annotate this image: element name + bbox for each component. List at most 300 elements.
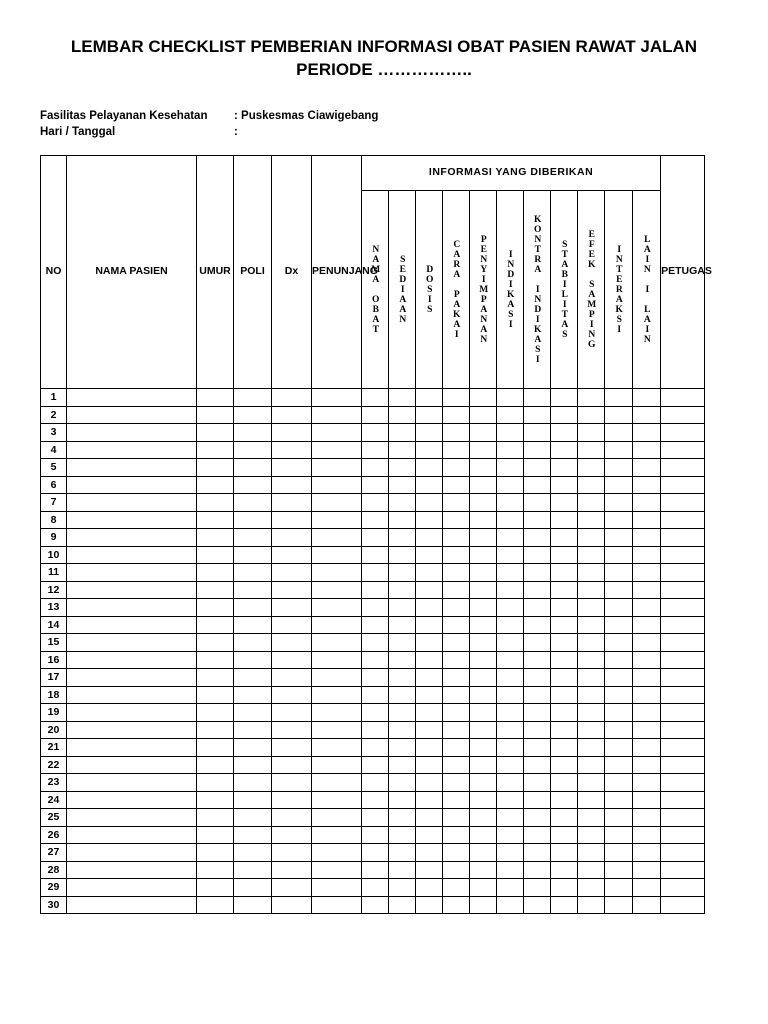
cell-nama-obat <box>362 634 389 652</box>
date-row <box>40 124 378 140</box>
cell-indikasi <box>497 774 524 792</box>
cell-nama-pasien <box>67 686 197 704</box>
cell-indikasi <box>497 424 524 442</box>
cell-kontra-indikasi <box>524 494 551 512</box>
header-sediaan <box>389 191 416 389</box>
table-row <box>41 686 705 704</box>
cell-kontra-indikasi <box>524 441 551 459</box>
row-number: 2 <box>41 406 67 424</box>
cell-efek-samping <box>578 459 605 477</box>
cell-umur <box>197 704 234 722</box>
title-line-1: LEMBAR CHECKLIST PEMBERIAN INFORMASI OBAT PASIEN RAWAT JALAN <box>70 37 698 56</box>
cell-petugas <box>661 529 705 547</box>
header-no: NO <box>41 156 67 389</box>
page-title <box>0 35 768 81</box>
cell-cara-pakai <box>443 774 470 792</box>
header-cara-pakai <box>443 191 470 389</box>
cell-stabilitas <box>551 721 578 739</box>
cell-nama-pasien <box>67 721 197 739</box>
cell-umur <box>197 511 234 529</box>
cell-penyimpanan <box>470 389 497 407</box>
cell-efek-samping <box>578 424 605 442</box>
cell-poli <box>234 441 272 459</box>
cell-poli <box>234 704 272 722</box>
cell-nama-pasien <box>67 634 197 652</box>
cell-kontra-indikasi <box>524 861 551 879</box>
cell-interaksi <box>605 476 633 494</box>
header-efek-samping-wrap <box>578 191 604 388</box>
cell-kontra-indikasi <box>524 739 551 757</box>
cell-penyimpanan <box>470 406 497 424</box>
cell-dosis <box>416 861 443 879</box>
cell-penunjang <box>312 581 362 599</box>
cell-dosis <box>416 406 443 424</box>
table-row <box>41 826 705 844</box>
cell-cara-pakai <box>443 389 470 407</box>
cell-penunjang <box>312 494 362 512</box>
cell-umur <box>197 441 234 459</box>
cell-efek-samping <box>578 721 605 739</box>
cell-poli <box>234 616 272 634</box>
cell-indikasi <box>497 756 524 774</box>
cell-dx <box>272 634 312 652</box>
cell-stabilitas <box>551 494 578 512</box>
cell-efek-samping <box>578 634 605 652</box>
cell-kontra-indikasi <box>524 511 551 529</box>
table-row <box>41 599 705 617</box>
cell-kontra-indikasi <box>524 826 551 844</box>
cell-sediaan <box>389 704 416 722</box>
cell-penunjang <box>312 651 362 669</box>
cell-dosis <box>416 459 443 477</box>
cell-nama-pasien <box>67 424 197 442</box>
cell-penyimpanan <box>470 896 497 914</box>
date-label: Hari / Tanggal <box>40 126 116 138</box>
cell-cara-pakai <box>443 546 470 564</box>
cell-dosis <box>416 616 443 634</box>
row-number: 23 <box>41 774 67 792</box>
cell-dx <box>272 546 312 564</box>
cell-interaksi <box>605 441 633 459</box>
cell-penunjang <box>312 704 362 722</box>
header-interaksi-label: INTERAKSI <box>614 244 625 335</box>
cell-petugas <box>661 406 705 424</box>
header-kontra-indikasi <box>524 191 551 389</box>
cell-penyimpanan <box>470 599 497 617</box>
header-penyimpanan-label: PENYIMPANAN <box>478 234 489 345</box>
cell-lain-lain <box>633 669 661 687</box>
cell-dx <box>272 756 312 774</box>
header-informasi-yang-diberikan: INFORMASI YANG DIBERIKAN <box>362 156 661 191</box>
cell-poli <box>234 844 272 862</box>
row-number: 9 <box>41 529 67 547</box>
header-dosis-wrap <box>416 191 442 388</box>
cell-lain-lain <box>633 529 661 547</box>
cell-nama-obat <box>362 739 389 757</box>
cell-kontra-indikasi <box>524 721 551 739</box>
table-row <box>41 511 705 529</box>
cell-nama-pasien <box>67 511 197 529</box>
row-number: 15 <box>41 634 67 652</box>
cell-nama-obat <box>362 704 389 722</box>
cell-nama-pasien <box>67 441 197 459</box>
cell-poli <box>234 511 272 529</box>
cell-penyimpanan <box>470 459 497 477</box>
cell-stabilitas <box>551 546 578 564</box>
cell-interaksi <box>605 581 633 599</box>
cell-interaksi <box>605 791 633 809</box>
cell-penunjang <box>312 546 362 564</box>
table-row <box>41 634 705 652</box>
cell-dx <box>272 476 312 494</box>
cell-nama-obat <box>362 616 389 634</box>
cell-sediaan <box>389 686 416 704</box>
cell-sediaan <box>389 564 416 582</box>
row-number: 25 <box>41 809 67 827</box>
cell-penunjang <box>312 441 362 459</box>
cell-sediaan <box>389 546 416 564</box>
table-row <box>41 441 705 459</box>
cell-stabilitas <box>551 791 578 809</box>
table-row <box>41 459 705 477</box>
cell-interaksi <box>605 896 633 914</box>
cell-dosis <box>416 791 443 809</box>
cell-efek-samping <box>578 809 605 827</box>
cell-lain-lain <box>633 424 661 442</box>
row-number: 14 <box>41 616 67 634</box>
cell-kontra-indikasi <box>524 844 551 862</box>
cell-dosis <box>416 651 443 669</box>
cell-poli <box>234 389 272 407</box>
row-number: 1 <box>41 389 67 407</box>
cell-poli <box>234 686 272 704</box>
table-row <box>41 704 705 722</box>
cell-indikasi <box>497 739 524 757</box>
facility-label: Fasilitas Pelayanan Kesehatan <box>40 110 208 122</box>
cell-sediaan <box>389 826 416 844</box>
row-number: 24 <box>41 791 67 809</box>
cell-dosis <box>416 511 443 529</box>
row-number: 30 <box>41 896 67 914</box>
cell-penunjang <box>312 721 362 739</box>
cell-nama-pasien <box>67 791 197 809</box>
table-row <box>41 616 705 634</box>
cell-nama-pasien <box>67 861 197 879</box>
table-row <box>41 721 705 739</box>
cell-petugas <box>661 511 705 529</box>
cell-poli <box>234 774 272 792</box>
cell-nama-pasien <box>67 564 197 582</box>
cell-dx <box>272 861 312 879</box>
header-penyimpanan-wrap <box>470 191 496 388</box>
cell-lain-lain <box>633 809 661 827</box>
cell-petugas <box>661 879 705 897</box>
cell-cara-pakai <box>443 739 470 757</box>
cell-dx <box>272 424 312 442</box>
cell-dx <box>272 879 312 897</box>
cell-umur <box>197 564 234 582</box>
cell-petugas <box>661 669 705 687</box>
cell-nama-pasien <box>67 389 197 407</box>
cell-interaksi <box>605 686 633 704</box>
cell-poli <box>234 879 272 897</box>
cell-dx <box>272 511 312 529</box>
table-row <box>41 406 705 424</box>
header-stabilitas-label: STABILITAS <box>559 239 570 340</box>
cell-dosis <box>416 529 443 547</box>
cell-umur <box>197 389 234 407</box>
cell-dosis <box>416 634 443 652</box>
cell-stabilitas <box>551 511 578 529</box>
cell-indikasi <box>497 529 524 547</box>
cell-lain-lain <box>633 389 661 407</box>
header-interaksi <box>605 191 633 389</box>
cell-petugas <box>661 476 705 494</box>
row-number: 11 <box>41 564 67 582</box>
cell-nama-pasien <box>67 459 197 477</box>
cell-efek-samping <box>578 826 605 844</box>
cell-efek-samping <box>578 564 605 582</box>
cell-efek-samping <box>578 669 605 687</box>
cell-efek-samping <box>578 599 605 617</box>
cell-dosis <box>416 494 443 512</box>
cell-sediaan <box>389 774 416 792</box>
cell-stabilitas <box>551 669 578 687</box>
cell-umur <box>197 616 234 634</box>
cell-dosis <box>416 476 443 494</box>
cell-kontra-indikasi <box>524 791 551 809</box>
row-number: 13 <box>41 599 67 617</box>
row-number: 16 <box>41 651 67 669</box>
cell-penunjang <box>312 861 362 879</box>
cell-umur <box>197 721 234 739</box>
cell-nama-pasien <box>67 494 197 512</box>
cell-cara-pakai <box>443 721 470 739</box>
header-sediaan-wrap <box>389 191 415 388</box>
header-nama-obat <box>362 191 389 389</box>
cell-kontra-indikasi <box>524 529 551 547</box>
cell-sediaan <box>389 529 416 547</box>
cell-nama-pasien <box>67 581 197 599</box>
table-row <box>41 861 705 879</box>
cell-dosis <box>416 826 443 844</box>
cell-lain-lain <box>633 459 661 477</box>
cell-stabilitas <box>551 686 578 704</box>
cell-nama-pasien <box>67 406 197 424</box>
cell-dx <box>272 826 312 844</box>
cell-poli <box>234 809 272 827</box>
cell-cara-pakai <box>443 459 470 477</box>
cell-dx <box>272 599 312 617</box>
cell-cara-pakai <box>443 406 470 424</box>
cell-cara-pakai <box>443 826 470 844</box>
table-row <box>41 896 705 914</box>
header-lain-lain-wrap <box>633 191 660 388</box>
cell-dosis <box>416 564 443 582</box>
cell-stabilitas <box>551 879 578 897</box>
cell-interaksi <box>605 634 633 652</box>
cell-stabilitas <box>551 581 578 599</box>
table-row <box>41 546 705 564</box>
cell-sediaan <box>389 896 416 914</box>
header-cara-pakai-label: CARA PAKAI <box>451 239 462 340</box>
cell-dx <box>272 564 312 582</box>
cell-petugas <box>661 844 705 862</box>
header-penyimpanan <box>470 191 497 389</box>
cell-nama-obat <box>362 389 389 407</box>
cell-penunjang <box>312 756 362 774</box>
cell-penunjang <box>312 634 362 652</box>
cell-lain-lain <box>633 476 661 494</box>
cell-nama-pasien <box>67 774 197 792</box>
cell-nama-obat <box>362 774 389 792</box>
cell-dosis <box>416 546 443 564</box>
cell-petugas <box>661 424 705 442</box>
table-header <box>41 156 712 389</box>
cell-kontra-indikasi <box>524 669 551 687</box>
cell-petugas <box>661 721 705 739</box>
cell-dx <box>272 791 312 809</box>
cell-penyimpanan <box>470 704 497 722</box>
cell-dosis <box>416 424 443 442</box>
cell-petugas <box>661 809 705 827</box>
cell-kontra-indikasi <box>524 389 551 407</box>
cell-umur <box>197 424 234 442</box>
cell-penyimpanan <box>470 739 497 757</box>
cell-kontra-indikasi <box>524 651 551 669</box>
cell-stabilitas <box>551 564 578 582</box>
cell-penyimpanan <box>470 581 497 599</box>
cell-sediaan <box>389 739 416 757</box>
cell-petugas <box>661 774 705 792</box>
cell-efek-samping <box>578 529 605 547</box>
cell-dx <box>272 686 312 704</box>
cell-cara-pakai <box>443 686 470 704</box>
cell-penunjang <box>312 809 362 827</box>
cell-lain-lain <box>633 581 661 599</box>
cell-nama-pasien <box>67 704 197 722</box>
cell-nama-obat <box>362 406 389 424</box>
cell-dx <box>272 494 312 512</box>
cell-lain-lain <box>633 406 661 424</box>
cell-penunjang <box>312 599 362 617</box>
cell-stabilitas <box>551 406 578 424</box>
cell-efek-samping <box>578 616 605 634</box>
cell-interaksi <box>605 651 633 669</box>
cell-stabilitas <box>551 861 578 879</box>
cell-nama-pasien <box>67 879 197 897</box>
cell-penunjang <box>312 406 362 424</box>
cell-petugas <box>661 581 705 599</box>
cell-dosis <box>416 774 443 792</box>
cell-interaksi <box>605 546 633 564</box>
cell-cara-pakai <box>443 529 470 547</box>
cell-umur <box>197 494 234 512</box>
cell-efek-samping <box>578 651 605 669</box>
row-number: 4 <box>41 441 67 459</box>
cell-poli <box>234 459 272 477</box>
cell-dx <box>272 774 312 792</box>
cell-dx <box>272 896 312 914</box>
cell-penyimpanan <box>470 809 497 827</box>
cell-sediaan <box>389 844 416 862</box>
cell-penyimpanan <box>470 826 497 844</box>
row-number: 21 <box>41 739 67 757</box>
cell-lain-lain <box>633 546 661 564</box>
cell-petugas <box>661 826 705 844</box>
cell-penunjang <box>312 791 362 809</box>
cell-indikasi <box>497 879 524 897</box>
header-indikasi <box>497 191 524 389</box>
cell-cara-pakai <box>443 494 470 512</box>
cell-dosis <box>416 844 443 862</box>
cell-efek-samping <box>578 844 605 862</box>
table-row <box>41 581 705 599</box>
cell-sediaan <box>389 634 416 652</box>
cell-interaksi <box>605 721 633 739</box>
title-line-2: PERIODE …………….. <box>296 60 472 79</box>
cell-penyimpanan <box>470 634 497 652</box>
header-efek-samping <box>578 191 605 389</box>
cell-poli <box>234 476 272 494</box>
cell-sediaan <box>389 511 416 529</box>
cell-penyimpanan <box>470 844 497 862</box>
cell-nama-pasien <box>67 529 197 547</box>
checklist-table <box>40 155 712 914</box>
cell-cara-pakai <box>443 581 470 599</box>
cell-indikasi <box>497 896 524 914</box>
cell-efek-samping <box>578 546 605 564</box>
cell-nama-obat <box>362 669 389 687</box>
cell-cara-pakai <box>443 564 470 582</box>
cell-interaksi <box>605 616 633 634</box>
table-row <box>41 564 705 582</box>
cell-poli <box>234 791 272 809</box>
header-poli: POLI <box>234 156 272 389</box>
cell-efek-samping <box>578 704 605 722</box>
cell-interaksi <box>605 424 633 442</box>
cell-lain-lain <box>633 774 661 792</box>
cell-stabilitas <box>551 774 578 792</box>
cell-nama-obat <box>362 599 389 617</box>
cell-sediaan <box>389 616 416 634</box>
cell-nama-obat <box>362 651 389 669</box>
cell-interaksi <box>605 879 633 897</box>
cell-sediaan <box>389 424 416 442</box>
cell-efek-samping <box>578 511 605 529</box>
cell-dx <box>272 844 312 862</box>
cell-poli <box>234 896 272 914</box>
cell-penyimpanan <box>470 756 497 774</box>
cell-penunjang <box>312 424 362 442</box>
cell-umur <box>197 826 234 844</box>
cell-nama-obat <box>362 564 389 582</box>
cell-dosis <box>416 389 443 407</box>
cell-dosis <box>416 896 443 914</box>
header-nama-pasien: NAMA PASIEN <box>67 156 197 389</box>
cell-efek-samping <box>578 861 605 879</box>
cell-lain-lain <box>633 564 661 582</box>
cell-indikasi <box>497 476 524 494</box>
cell-penyimpanan <box>470 669 497 687</box>
header-stabilitas-wrap <box>551 191 577 388</box>
table-row <box>41 756 705 774</box>
cell-stabilitas <box>551 476 578 494</box>
cell-umur <box>197 774 234 792</box>
cell-stabilitas <box>551 756 578 774</box>
cell-interaksi <box>605 756 633 774</box>
cell-penyimpanan <box>470 686 497 704</box>
